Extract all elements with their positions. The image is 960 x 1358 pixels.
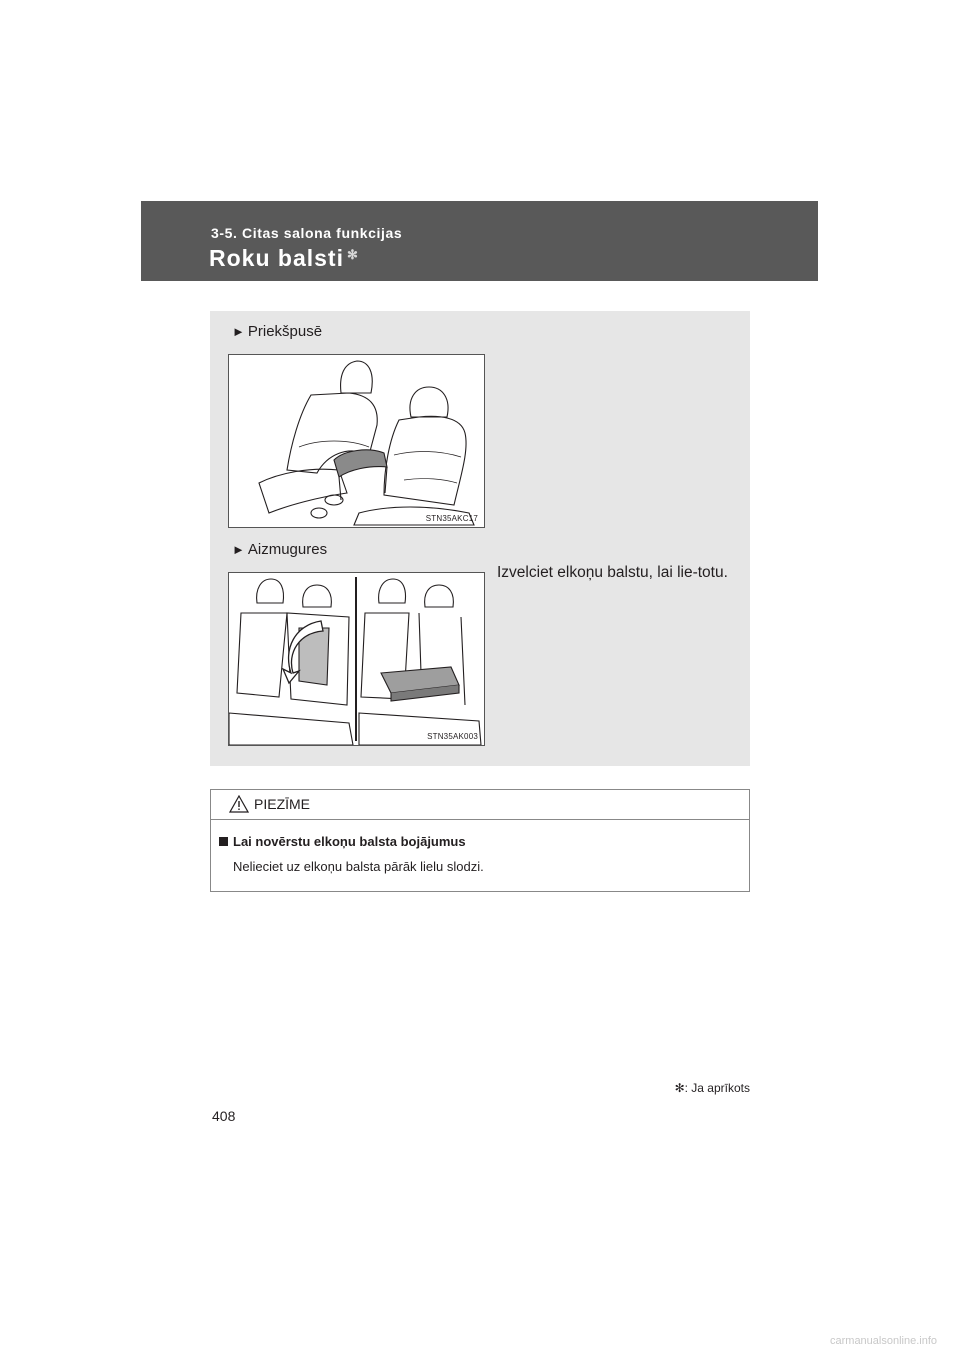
rear-seats-illustration [229, 573, 484, 745]
notice-item-heading [219, 834, 466, 849]
notice-box [210, 789, 750, 892]
rear-left-headrest-2 [303, 585, 332, 607]
page-title-text: Roku balsti [209, 245, 344, 271]
section-title: 3-5. Citas salona funkcijas [211, 225, 403, 241]
right-headrest [410, 387, 448, 417]
rear-left-cushion [229, 713, 353, 745]
rear-description: Izvelciet elkoņu balstu, lai lie-totu. [497, 564, 728, 581]
page-title [209, 245, 359, 272]
notice-header [211, 790, 749, 820]
chapter-header [141, 201, 818, 281]
rear-figure-code: STN35AK003 [427, 732, 478, 741]
footnote-text: : Ja aprīkots [684, 1081, 750, 1095]
front-subheading [232, 323, 322, 340]
rear-right-headrest-1 [379, 579, 406, 603]
rear-left-seatback [237, 613, 349, 705]
square-bullet-icon [219, 837, 228, 846]
footnote [632, 1081, 750, 1095]
notice-heading-text: Lai novērstu elkoņu balsta bojājumus [233, 834, 466, 849]
console-armrest [334, 450, 387, 477]
rear-label: Aizmugures [247, 541, 328, 558]
cup-holder-2 [311, 508, 327, 518]
watermark: carmanualsonline.info [830, 1335, 938, 1347]
right-seat-back [384, 416, 466, 505]
notice-title: PIEZĪME [254, 796, 311, 812]
left-headrest [341, 361, 373, 393]
cup-holder [325, 495, 343, 505]
front-seats-illustration [229, 355, 484, 527]
rear-left-headrest-1 [257, 579, 284, 603]
triangle-bullet-icon: ► [232, 542, 245, 557]
warning-triangle-icon [229, 795, 249, 818]
triangle-bullet-icon: ► [232, 324, 245, 339]
page-number: 408 [212, 1108, 236, 1124]
content-panel [210, 311, 750, 766]
rear-armrest-figure [228, 572, 485, 746]
rear-subheading [232, 541, 327, 558]
footnote-mark: ✻ [674, 1081, 685, 1095]
front-figure-code: STN35AKC17 [425, 514, 478, 523]
optional-equipment-mark: ✻ [346, 247, 359, 262]
front-label: Priekšpusē [247, 323, 323, 340]
notice-item-text: Nelieciet uz elkoņu balsta pārāk lielu slodzi. [233, 859, 484, 874]
rear-right-headrest-2 [425, 585, 454, 607]
left-seat-cushion [259, 469, 347, 513]
front-armrest-figure [228, 354, 485, 528]
